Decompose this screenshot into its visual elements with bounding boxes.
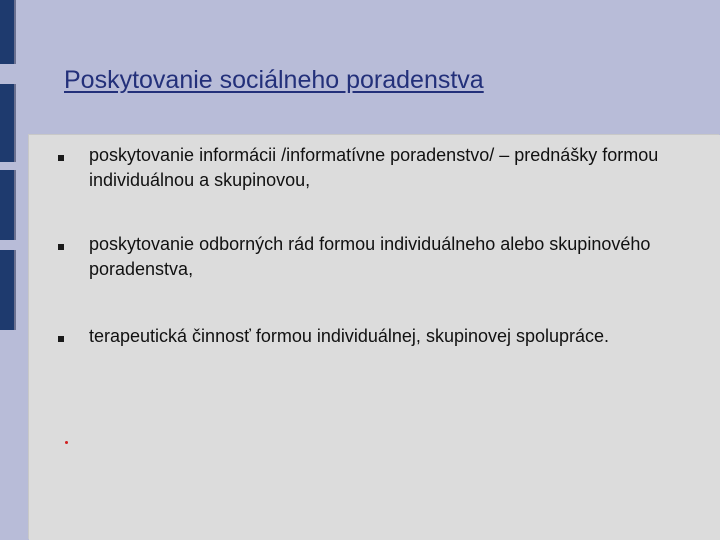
edge-bar	[0, 170, 16, 240]
edge-bar	[0, 250, 16, 330]
square-bullet-icon	[58, 155, 64, 161]
empty-bullet-dot-icon	[65, 441, 68, 444]
title-area	[0, 0, 720, 135]
square-bullet-icon	[58, 244, 64, 250]
bullet-text: poskytovanie informácii /informatívne poradenstvo/ – prednášky formou individuálnou a skupinovou,	[89, 145, 659, 190]
slide-title: Poskytovanie sociálneho poradenstva	[64, 66, 484, 94]
content-panel	[29, 135, 720, 540]
bullet-text: poskytovanie odborných rád formou individuálneho alebo skupinového poradenstva,	[89, 234, 651, 279]
bullet-text: terapeutická činnosť formou individuálnej, skupinovej spolupráce.	[89, 326, 610, 346]
square-bullet-icon	[58, 336, 64, 342]
